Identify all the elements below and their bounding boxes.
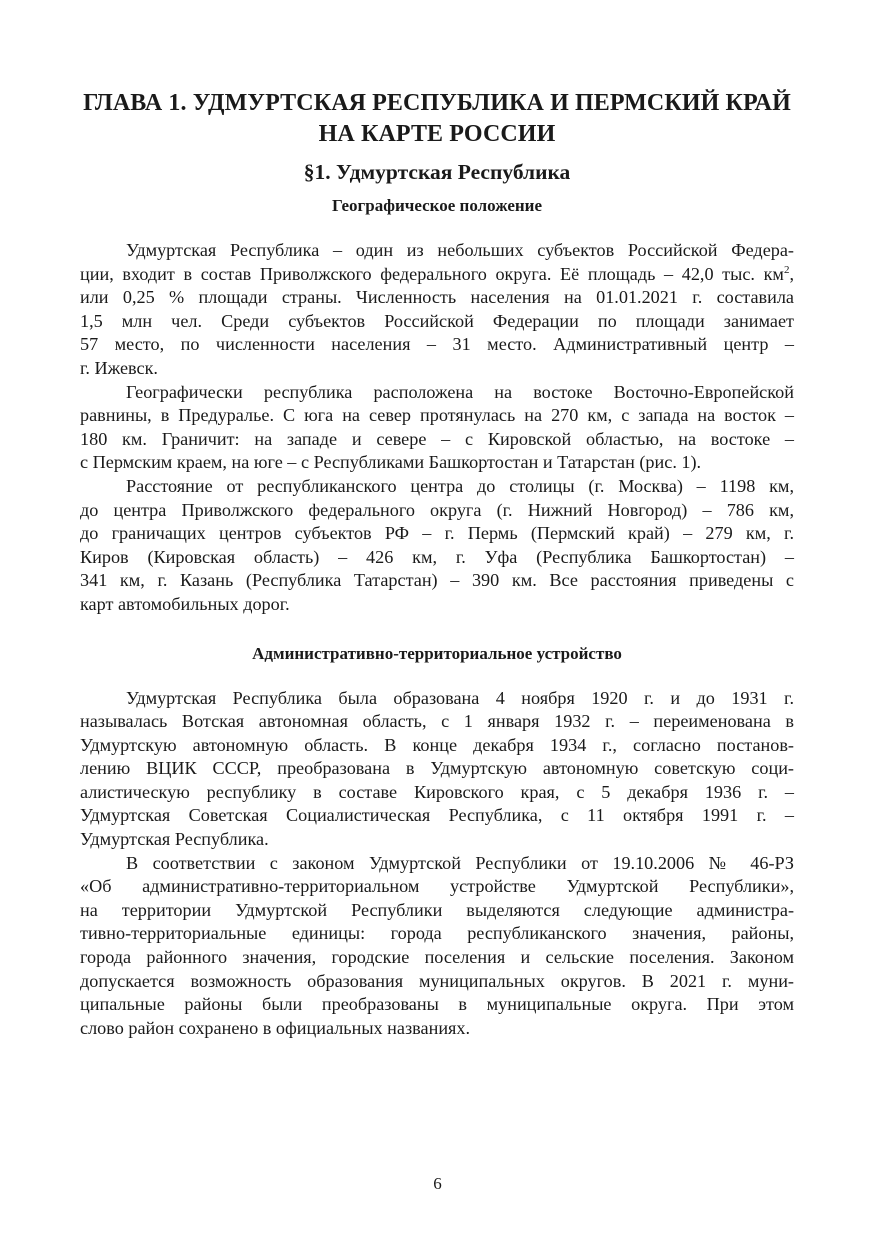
- text-line: г. Ижевск.: [80, 357, 158, 378]
- text-line: ципальные районы были преобразованы в муниципальные округа. При этом: [80, 994, 794, 1015]
- admin-paragraph-2: [80, 852, 794, 1041]
- text-line: В соответствии с законом Удмуртской Республики от 19.10.2006 № 46-РЗ: [126, 852, 794, 873]
- text-line: называлась Вотская автономная область, с 1 января 1932 г. – переименована в: [80, 711, 794, 732]
- text-line: на территории Удмуртской Республики выделяются следующие администра-: [80, 899, 794, 920]
- text-line-body: ции, входит в состав Приволжского федерального округа. Её площадь – 42,0 тыс. км: [80, 263, 784, 284]
- chapter-title-line-2: НА КАРТЕ РОССИИ: [318, 121, 556, 147]
- text-line: Удмуртская Республика была образована 4 ноября 1920 г. и до 1931 г.: [126, 687, 794, 708]
- text-line: допускается возможность образования муниципальных округов. В 2021 г. муни-: [80, 970, 794, 991]
- text-line: с Пермским краем, на юге – с Республиками Башкортостан и Татарстан (рис. 1).: [80, 452, 702, 473]
- page-number: 6: [433, 1174, 442, 1193]
- section-title: §1. Удмуртская Республика: [303, 160, 571, 184]
- document-page: [80, 88, 794, 1040]
- text-line: алистическую республику в составе Кировского края, с 5 декабря 1936 г. –: [80, 781, 794, 802]
- geo-paragraph-2: [80, 381, 794, 475]
- geo-paragraph-1: [80, 239, 794, 381]
- admin-paragraph-1: [80, 687, 794, 852]
- text-line: лению ВЦИК СССР, преобразована в Удмуртскую автономную советскую соци-: [80, 758, 794, 779]
- text-line: Киров (Кировская область) – 426 км, г. Уфа (Республика Башкортостан) –: [80, 546, 794, 567]
- chapter-title: [80, 88, 794, 150]
- text-line: карт автомобильных дорог.: [80, 593, 290, 614]
- text-line: Удмуртская Республика – один из небольших субъектов Российской Федера-: [126, 240, 794, 260]
- text-line: Расстояние от республиканского центра до столицы (г. Москва) – 1198 км,: [126, 475, 794, 496]
- text-line-tail: ,: [789, 263, 794, 284]
- text-line: 180 км. Граничит: на западе и севере – с Кировской областью, на востоке –: [80, 428, 794, 449]
- text-line: 57 место, по численности населения – 31 место. Административный центр –: [80, 334, 794, 355]
- geo-heading: Географическое положение: [331, 196, 543, 215]
- superscript: 2: [783, 263, 790, 276]
- geo-paragraph-3: [80, 475, 794, 617]
- text-line: 1,5 млн чел. Среди субъектов Российской Федерации по площади занимает: [80, 310, 794, 331]
- text-line: до граничащих центров субъектов РФ – г. Пермь (Пермский край) – 279 км, г.: [80, 523, 794, 544]
- text-line: «Об административно-территориальном устройстве Удмуртской Республики»,: [80, 876, 794, 897]
- text-line: до центра Приволжского федерального округа (г. Нижний Новгород) – 786 км,: [80, 499, 794, 520]
- admin-heading: Административно-территориальное устройство: [252, 643, 622, 663]
- text-line: тивно-территориальные единицы: города республиканского значения, районы,: [80, 923, 794, 944]
- text-line: или 0,25 % площади страны. Численность населения на 01.01.2021 г. составила: [80, 287, 794, 308]
- text-line: [80, 263, 794, 287]
- text-line: слово район сохранено в официальных названиях.: [80, 1017, 471, 1038]
- geo-text: [80, 239, 794, 617]
- text-line: Удмуртская Советская Социалистическая Республика, с 11 октября 1991 г. –: [80, 805, 794, 826]
- text-line: города районного значения, городские поселения и сельские поселения. Законом: [80, 947, 794, 968]
- text-line: Удмуртскую автономную область. В конце декабря 1934 г., согласно постанов-: [80, 734, 794, 755]
- text-line: равнины, в Предуралье. С юга на север протянулась на 270 км, с запада на восток –: [80, 405, 794, 426]
- chapter-title-line-1: ГЛАВА 1. УДМУРТСКАЯ РЕСПУБЛИКА И ПЕРМСКИЙ КРАЙ: [83, 90, 791, 116]
- text-line: Удмуртская Республика.: [80, 829, 269, 850]
- admin-text: [80, 687, 794, 1041]
- text-line: 341 км, г. Казань (Республика Татарстан) – 390 км. Все расстояния приведены с: [80, 570, 794, 591]
- text-line: Географически республика расположена на востоке Восточно-Европейской: [126, 381, 794, 402]
